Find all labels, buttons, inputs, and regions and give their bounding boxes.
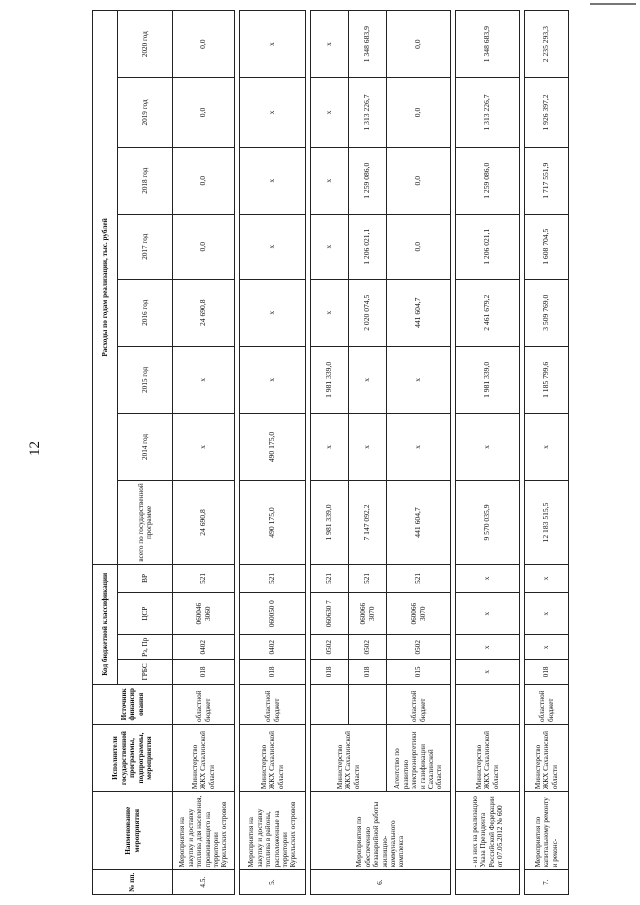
- row-executor: Агентство по развитию электроэнергетики и газификации Сахалинской области: [387, 724, 451, 791]
- row-executor: Министерство ЖКХ Сахалинской области: [525, 724, 569, 791]
- header-source: Источник финансирования: [93, 684, 173, 724]
- row-csr: 060050 0: [240, 592, 306, 635]
- row-vr: 521: [311, 564, 349, 592]
- row-name: Мероприятия по капитальному ремонту и реконс-: [525, 792, 569, 870]
- row-y2017: х: [240, 214, 306, 279]
- row-source: областной бюджет: [240, 684, 306, 724]
- row-y2017: 1 206 021,1: [349, 214, 387, 279]
- header-name: Наименование мероприятия: [93, 792, 173, 870]
- row-total: 7 147 092,2: [349, 481, 387, 565]
- table-row: [525, 11, 569, 895]
- row-total: 12 183 515,5: [525, 481, 569, 565]
- row-y2018: 0,0: [387, 147, 451, 214]
- header-total: всего по государственной программе: [118, 481, 173, 565]
- table-row: [456, 11, 520, 895]
- row-rzpr: 0402: [240, 635, 306, 660]
- row-rzpr: 0502: [311, 635, 349, 660]
- row-num: [456, 870, 520, 895]
- header-num: № пп.: [93, 870, 173, 895]
- table-row: [387, 11, 451, 895]
- header-year: 2014 год: [118, 413, 173, 480]
- row-vr: 521: [349, 564, 387, 592]
- row-rzpr: 0502: [349, 635, 387, 660]
- row-csr: 060066 3070: [349, 592, 387, 635]
- row-grbs: х: [456, 660, 520, 685]
- row-grbs: 018: [173, 660, 235, 685]
- row-grbs: 018: [349, 660, 387, 685]
- header-rzpr: Рз, Пр: [118, 635, 173, 660]
- row-source: областной бюджет: [525, 684, 569, 724]
- row-num: 4.5.: [173, 870, 235, 895]
- row-y2015: 1 981 339,0: [456, 346, 520, 413]
- row-y2016: 441 604,7: [387, 279, 451, 346]
- row-y2014: х: [387, 413, 451, 480]
- header-year: 2015 год: [118, 346, 173, 413]
- row-y2020: 2 235 293,3: [525, 11, 569, 78]
- row-rzpr: х: [456, 635, 520, 660]
- table-row: [240, 11, 306, 895]
- budget-table: [92, 10, 569, 895]
- row-y2014: х: [456, 413, 520, 480]
- row-y2020: 0,0: [173, 11, 235, 78]
- row-rzpr: 0502: [387, 635, 451, 660]
- row-y2017: 0,0: [387, 214, 451, 279]
- row-executor: Министерство ЖКХ Сахалинской области: [173, 724, 235, 791]
- row-executor: Министерство ЖКХ Сахалинской области: [311, 724, 387, 791]
- page-number: 12: [27, 441, 43, 456]
- row-grbs: 015: [387, 660, 451, 685]
- row-y2020: х: [311, 11, 349, 78]
- header-year: 2016 год: [118, 279, 173, 346]
- row-y2015: х: [240, 346, 306, 413]
- row-y2014: х: [349, 413, 387, 480]
- budget-table-page: [82, 0, 637, 905]
- row-vr: х: [456, 564, 520, 592]
- row-y2020: 1 348 683,9: [349, 11, 387, 78]
- row-source: областной бюджет: [173, 684, 235, 724]
- row-grbs: 018: [240, 660, 306, 685]
- header-csr: ЦСР: [118, 592, 173, 635]
- row-rzpr: 0402: [173, 635, 235, 660]
- row-vr: 521: [173, 564, 235, 592]
- row-y2014: х: [525, 413, 569, 480]
- row-csr: 060630 7: [311, 592, 349, 635]
- row-y2019: 1 926 397,2: [525, 78, 569, 147]
- row-y2016: 2 461 679,2: [456, 279, 520, 346]
- header-executor: Исполнители государственной программы, подпрограммы, мероприятия: [93, 724, 173, 791]
- row-vr: 521: [240, 564, 306, 592]
- row-y2020: 0,0: [387, 11, 451, 78]
- row-y2016: 2 020 074,5: [349, 279, 387, 346]
- row-y2017: х: [311, 214, 349, 279]
- row-total: 24 690,8: [173, 481, 235, 565]
- row-num: 6.: [311, 870, 451, 895]
- row-y2017: 1 608 704,5: [525, 214, 569, 279]
- row-y2016: 24 690,8: [173, 279, 235, 346]
- row-name: Мероприятия на закупку и доставку топлива в районы, расположенные на территории Курильских островов: [240, 792, 306, 870]
- header-year: 2017 год: [118, 214, 173, 279]
- row-name: Мероприятия по обеспечению безаварийной работы жилищно-коммунального комплекса: [311, 792, 451, 870]
- row-y2020: 1 348 683,9: [456, 11, 520, 78]
- row-vr: 521: [387, 564, 451, 592]
- row-y2019: 0,0: [173, 78, 235, 147]
- row-csr: х: [456, 592, 520, 635]
- row-y2018: 1 717 551,9: [525, 147, 569, 214]
- row-y2016: 3 509 769,0: [525, 279, 569, 346]
- row-y2017: 1 206 021,1: [456, 214, 520, 279]
- table-row: [311, 11, 349, 895]
- row-y2020: х: [240, 11, 306, 78]
- row-y2019: 1 313 226,7: [349, 78, 387, 147]
- row-total: 441 604,7: [387, 481, 451, 565]
- row-rzpr: х: [525, 635, 569, 660]
- row-csr: 060066 3070: [387, 592, 451, 635]
- row-y2015: х: [349, 346, 387, 413]
- row-name: Мероприятия на закупку и доставку топлива для населения, проживающего на территории Курильских островов: [173, 792, 235, 870]
- row-y2018: х: [311, 147, 349, 214]
- header-year: 2020 год: [118, 11, 173, 78]
- table-row: [173, 11, 235, 895]
- row-y2018: х: [240, 147, 306, 214]
- row-vr: х: [525, 564, 569, 592]
- row-y2016: х: [311, 279, 349, 346]
- header-year: 2018 год: [118, 147, 173, 214]
- row-grbs: 018: [525, 660, 569, 685]
- row-source: областной бюджет: [387, 684, 451, 724]
- row-y2019: 1 313 226,7: [456, 78, 520, 147]
- row-y2018: 1 259 086,0: [349, 147, 387, 214]
- row-y2018: 1 259 086,0: [456, 147, 520, 214]
- header-vr: ВР: [118, 564, 173, 592]
- row-csr: 060046 3060: [173, 592, 235, 635]
- row-total: 490 175,0: [240, 481, 306, 565]
- header-grbs: ГРБС: [118, 660, 173, 685]
- row-y2019: х: [240, 78, 306, 147]
- header-code-group: Код бюджетной классификации: [93, 564, 118, 684]
- row-total: 1 981 339,0: [311, 481, 349, 565]
- row-csr: х: [525, 592, 569, 635]
- row-executor: Министерство ЖКХ Сахалинской области: [456, 724, 520, 791]
- row-name: - из них на реализацию Указа Президента Российской Федерации от 07.05.2012 № 600: [456, 792, 520, 870]
- row-total: 9 570 035,9: [456, 481, 520, 565]
- row-y2014: х: [173, 413, 235, 480]
- row-y2017: 0,0: [173, 214, 235, 279]
- header-spend-group: Расходы по годам реализации, тыс. рублей: [93, 11, 118, 565]
- row-y2016: х: [240, 279, 306, 346]
- row-source: [456, 684, 520, 724]
- row-num: 5.: [240, 870, 306, 895]
- row-y2015: 1 981 339,0: [311, 346, 349, 413]
- row-y2014: 490 175,0: [240, 413, 306, 480]
- row-y2015: х: [173, 346, 235, 413]
- row-y2015: х: [387, 346, 451, 413]
- header-year: 2019 год: [118, 78, 173, 147]
- row-y2018: 0,0: [173, 147, 235, 214]
- row-source: [311, 684, 349, 724]
- row-grbs: 018: [311, 660, 349, 685]
- row-y2015: 1 185 799,6: [525, 346, 569, 413]
- row-y2014: х: [311, 413, 349, 480]
- row-num: 7.: [525, 870, 569, 895]
- row-executor: Министерство ЖКХ Сахалинской области: [240, 724, 306, 791]
- row-y2019: х: [311, 78, 349, 147]
- row-source: [349, 684, 387, 724]
- row-y2019: 0,0: [387, 78, 451, 147]
